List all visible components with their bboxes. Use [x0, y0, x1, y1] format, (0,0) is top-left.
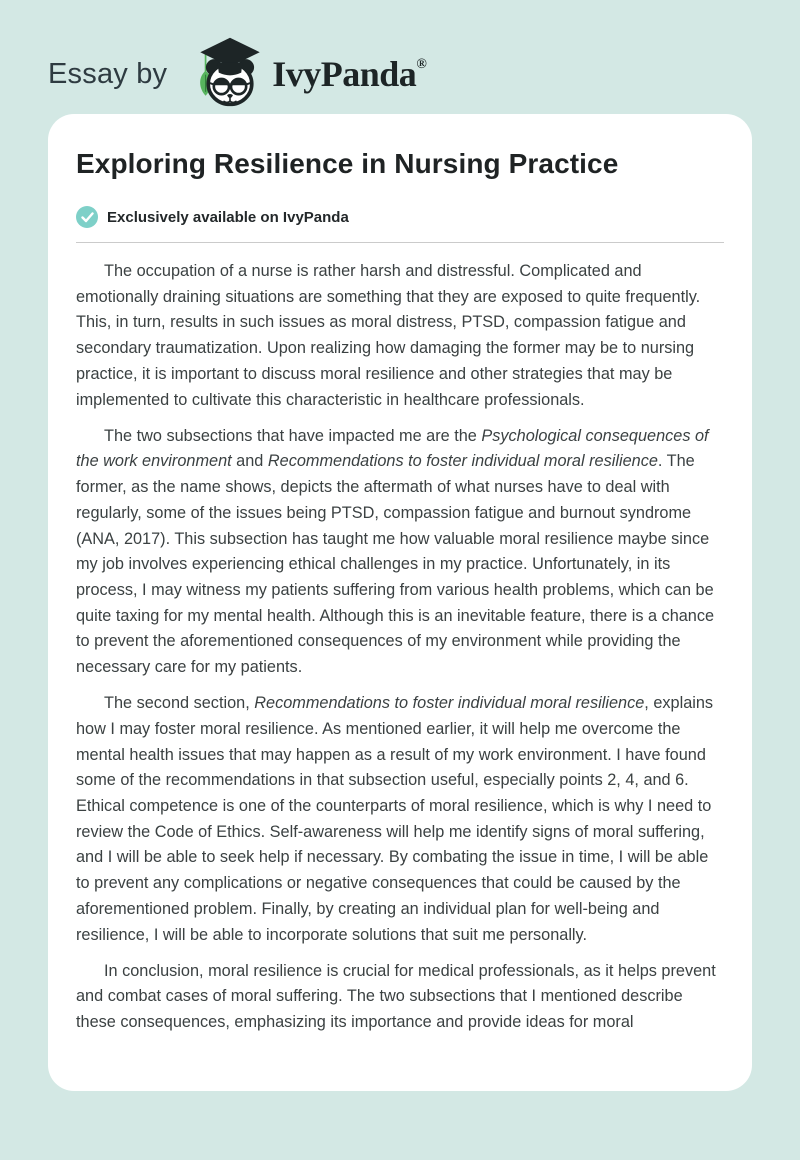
brand-name: IvyPanda	[272, 54, 417, 94]
essay-text-italic: Recommendations to foster individual moral resilience	[254, 694, 645, 713]
essay-by-label: Essay by	[48, 57, 168, 90]
divider	[76, 242, 724, 243]
registered-mark: ®	[416, 57, 427, 72]
essay-text: The two subsections that have impacted me are the	[104, 426, 482, 445]
ivypanda-logo-link[interactable]	[197, 35, 427, 113]
panda-graduate-icon	[197, 35, 263, 113]
essay-paragraph	[76, 424, 724, 681]
essay-text: , explains how I may foster moral resilience. As mentioned earlier, it will help me overcome the mental health issues that may happen as a result of my work environment. I have found some of the recommendations in that subsection useful, especially points 2, 4, and 6. Ethical competence is one of the counterparts of moral resilience, which is why I need to review the Code of Ethics. Self-awareness will help me identify signs of moral suffering, and I will be able to seek help if necessary. By combating the issue in time, I will be able to prevent any complications or negative consequences that could be caused by the aforementioned problem. Finally, by creating an individual plan for well-being and resilience, I will be able to incorporate solutions that suit me personally.	[76, 694, 714, 944]
essay-title: Exploring Resilience in Nursing Practice	[76, 148, 619, 179]
essay-card	[48, 114, 752, 1091]
check-icon	[76, 206, 98, 228]
essay-paragraph	[76, 259, 724, 413]
essay-paragraph	[76, 691, 724, 948]
availability-label: Exclusively available on IvyPanda	[107, 208, 349, 226]
availability-badge	[76, 206, 724, 228]
brand-wordmark	[272, 56, 427, 92]
essay-text: In conclusion, moral resilience is crucial for medical professionals, as it helps prevent and combat cases of moral suffering. The two subsections that I mentioned describe these consequences, emphasizing its importance and provide ideas for moral	[76, 961, 716, 1032]
essay-paragraph	[76, 959, 724, 1036]
essay-text: The second section,	[104, 694, 255, 713]
site-header	[0, 0, 800, 114]
essay-text: The occupation of a nurse is rather harsh and distressful. Complicated and emotionally draining situations are something that they are exposed to quite frequently. This, in turn, results in such issues as moral distress, PTSD, compassion fatigue and secondary traumatization. Upon realizing how damaging the former may be to nursing practice, it is important to discuss moral resilience and other strategies that may be implemented to cultivate this characteristic in healthcare professionals.	[76, 262, 701, 409]
essay-text-italic: Recommendations to foster individual moral resilience	[267, 452, 658, 471]
essay-text-italic: Psychological consequences of the work environment	[76, 426, 709, 471]
essay-text: . The former, as the name shows, depicts the aftermath of what nurses have to deal with regularly, some of the issues being PTSD, compassion fatigue and burnout syndrome (ANA, 2017). This subsection has taught me how valuable moral resilience maybe since my job involves experiencing ethical challenges in my practice. Unfortunately, in its process, I may witness my patients suffering from various health problems, which can be quite taxing for my mental health. Although this is an inevitable feature, there is a chance to prevent the aforementioned consequences of my environment while providing the necessary care for my patients.	[76, 452, 715, 677]
essay-body	[76, 259, 724, 1036]
essay-text: and	[231, 452, 268, 471]
